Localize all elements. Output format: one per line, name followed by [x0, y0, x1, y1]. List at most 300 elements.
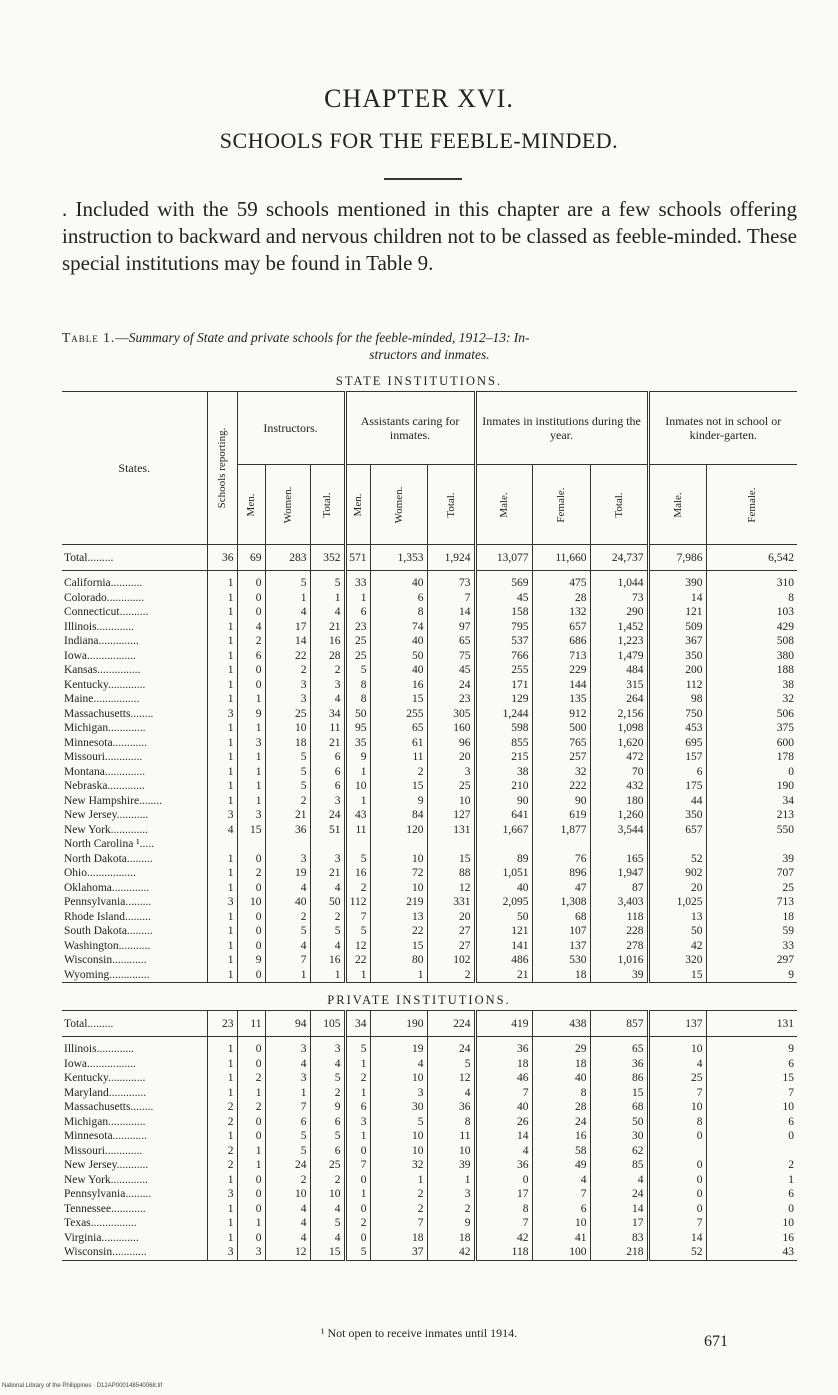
table-cell: 1: [427, 1173, 475, 1188]
table-row: [62, 1144, 797, 1159]
table-cell: 2: [265, 910, 310, 925]
table-cell: 4: [265, 939, 310, 954]
table-cell: 3: [207, 1245, 237, 1260]
table-cell: 32: [532, 765, 590, 780]
table-cell: 5: [265, 779, 310, 794]
table-cell: 18: [427, 1231, 475, 1246]
state-name-cell: Tennessee............: [64, 1202, 146, 1215]
state-name-cell: New Jersey...........: [64, 1159, 149, 1171]
table-cell: 1: [207, 881, 237, 896]
table-cell: 2: [370, 1187, 427, 1202]
table-cell: 40: [370, 663, 427, 678]
table-cell: 188: [706, 663, 797, 678]
table-cell: 4: [265, 1057, 310, 1072]
table-cell: [706, 1144, 797, 1159]
table-cell: 14: [427, 605, 475, 620]
table-row: [62, 1158, 797, 1173]
table-cell: 1,223: [590, 634, 648, 649]
table-cell: 1,260: [590, 808, 648, 823]
table-cell: 2: [370, 1202, 427, 1217]
table-cell: 23: [427, 692, 475, 707]
table-cell: 508: [706, 634, 797, 649]
table-cell: 3: [265, 692, 310, 707]
assistants-men-label: Men.: [352, 493, 365, 517]
table-row: [62, 1057, 797, 1072]
table-cell: 118: [475, 1245, 532, 1260]
table-cell: 0: [648, 1158, 706, 1173]
table-row: [62, 620, 797, 635]
table-cell: 50: [310, 895, 345, 910]
table-cell: 73: [590, 591, 648, 606]
private-table-body: [62, 1011, 797, 1261]
state-name-cell: Missouri.............: [64, 1144, 143, 1157]
table-cell: 707: [706, 866, 797, 881]
table-cell: 8: [345, 678, 370, 693]
table-cell: 2: [310, 910, 345, 925]
table-cell: 6: [265, 1115, 310, 1130]
inmates-total-label: Total.: [612, 492, 625, 518]
state-name-cell: Maine................: [64, 693, 140, 705]
table-cell: 228: [590, 924, 648, 939]
table-cell: 0: [237, 1187, 265, 1202]
table-cell: 2: [370, 765, 427, 780]
table-cell: 0: [237, 1129, 265, 1144]
schools-reporting-label: Schools reporting.: [216, 427, 228, 509]
table-cell: 8: [706, 591, 797, 606]
table-cell: 2: [237, 866, 265, 881]
table-cell: 52: [648, 852, 706, 867]
table-row: [62, 692, 797, 707]
table-cell: 1,667: [475, 823, 532, 838]
table-cell: 4: [475, 1144, 532, 1159]
state-name-cell: Iowa.................: [64, 649, 136, 662]
table-cell: 2: [207, 1115, 237, 1130]
table-cell: [648, 837, 706, 852]
table-cell: 1,244: [475, 707, 532, 722]
table-cell: 0: [237, 1173, 265, 1188]
table-cell: 1: [345, 765, 370, 780]
total-row: [62, 545, 797, 571]
table-cell: 255: [370, 707, 427, 722]
table-cell: 11: [310, 721, 345, 736]
table-cell: 4: [370, 1057, 427, 1072]
notinschool-male-label: Male.: [671, 492, 684, 518]
table-cell: 11,660: [532, 545, 590, 571]
table-row: [62, 1187, 797, 1202]
table-cell: 2: [345, 1071, 370, 1086]
table-cell: 34: [345, 1011, 370, 1037]
table-row: [62, 1245, 797, 1260]
state-name-cell: Wyoming..............: [64, 968, 150, 981]
col-group-not-in-school: Inmates not in school or kinder-garten.: [648, 392, 797, 465]
table-cell: 51: [310, 823, 345, 838]
table-cell: 18: [265, 736, 310, 751]
table-cell: 10: [370, 1071, 427, 1086]
table-cell: 215: [475, 750, 532, 765]
table-row: [62, 852, 797, 867]
table-cell: 28: [532, 1100, 590, 1115]
table-row: [62, 779, 797, 794]
table-cell: 15: [590, 1086, 648, 1101]
table-cell: 5: [310, 924, 345, 939]
table-cell: 4: [590, 1173, 648, 1188]
col-header-assistants-women: [370, 465, 427, 545]
table-cell: 1: [237, 779, 265, 794]
table-cell: 1: [237, 1158, 265, 1173]
col-group-inmates: Inmates in institutions during the year.: [475, 392, 648, 465]
table-cell: 10: [427, 794, 475, 809]
table-cell: 171: [475, 678, 532, 693]
table-cell: 1: [345, 1187, 370, 1202]
table-cell: 7: [475, 1086, 532, 1101]
table-cell: 4: [265, 1202, 310, 1217]
table-cell: 5: [345, 663, 370, 678]
chapter-title: SCHOOLS FOR THE FEEBLE-MINDED.: [219, 128, 619, 153]
state-name-cell: Kentucky.............: [64, 1072, 146, 1084]
library-stamp: National Library of the Philippines · D12AP000148540068.tif: [2, 1383, 163, 1389]
table-cell: 3: [237, 1245, 265, 1260]
table-cell: 222: [532, 779, 590, 794]
table-cell: 3: [265, 1037, 310, 1057]
table-cell: 25: [345, 634, 370, 649]
table-cell: 1: [207, 1086, 237, 1101]
table-cell: 200: [648, 663, 706, 678]
table-cell: 3: [265, 678, 310, 693]
table-cell: 3: [310, 1037, 345, 1057]
table-cell: 21: [310, 620, 345, 635]
state-name-cell: Kentucky.............: [64, 678, 146, 691]
table-cell: 18: [475, 1057, 532, 1072]
table-cell: 3: [237, 808, 265, 823]
table-cell: 6: [648, 765, 706, 780]
table-cell: 30: [370, 1100, 427, 1115]
table-cell: 25: [310, 1158, 345, 1173]
table-cell: 1,016: [590, 953, 648, 968]
table-cell: 43: [706, 1245, 797, 1260]
table-cell: 857: [590, 1011, 648, 1037]
table-cell: 2: [427, 968, 475, 983]
table-cell: 39: [590, 968, 648, 983]
table-cell: 36: [475, 1037, 532, 1057]
state-section-heading: STATE INSTITUTIONS.: [335, 374, 503, 388]
table-cell: 18: [706, 910, 797, 925]
table-cell: 15: [370, 939, 427, 954]
table-cell: 6: [310, 1115, 345, 1130]
table-cell: 2: [265, 1173, 310, 1188]
table-cell: 1: [207, 620, 237, 635]
table-cell: 1: [207, 910, 237, 925]
table-cell: 83: [590, 1231, 648, 1246]
table-cell: 0: [648, 1173, 706, 1188]
table-cell: 5: [310, 1129, 345, 1144]
table-cell: 1: [207, 721, 237, 736]
table-cell: 7: [345, 910, 370, 925]
table-cell: 0: [237, 939, 265, 954]
table-cell: 69: [237, 545, 265, 571]
table-cell: 7: [648, 1216, 706, 1231]
table-cell: 5: [265, 571, 310, 591]
table-cell: 255: [475, 663, 532, 678]
table-cell: 0: [237, 1115, 265, 1130]
table-cell: 486: [475, 953, 532, 968]
table-cell: 1: [207, 968, 237, 983]
table-cell: 19: [370, 1037, 427, 1057]
table-cell: 88: [427, 866, 475, 881]
table-cell: 103: [706, 605, 797, 620]
table-cell: 50: [345, 707, 370, 722]
table-cell: 10: [706, 1100, 797, 1115]
table-cell: 2,156: [590, 707, 648, 722]
table-cell: 0: [237, 1202, 265, 1217]
state-name-cell: Total.........: [62, 1011, 207, 1037]
table-cell: 10: [370, 1129, 427, 1144]
table-cell: 50: [475, 910, 532, 925]
table-cell: 4: [310, 605, 345, 620]
table-label: Table 1.: [62, 330, 116, 345]
table-cell: 97: [427, 620, 475, 635]
table-row: [62, 605, 797, 620]
table-cell: 14: [475, 1129, 532, 1144]
table-cell: 1,877: [532, 823, 590, 838]
table-cell: 6: [345, 605, 370, 620]
table-cell: 87: [590, 881, 648, 896]
table-row: [62, 1129, 797, 1144]
table-cell: 118: [590, 910, 648, 925]
table-row: [62, 1231, 797, 1246]
table-cell: 190: [706, 779, 797, 794]
table-cell: 1: [345, 591, 370, 606]
table-cell: 1: [207, 765, 237, 780]
table-caption: [62, 329, 797, 363]
table-cell: 7: [345, 1158, 370, 1173]
table-cell: 305: [427, 707, 475, 722]
table-cell: 7: [706, 1086, 797, 1101]
table-cell: 530: [532, 953, 590, 968]
col-header-notinschool-female: [706, 465, 797, 545]
table-cell: 21: [310, 866, 345, 881]
table-cell: 1: [207, 866, 237, 881]
table-cell: 5: [345, 1037, 370, 1057]
table-cell: 4: [265, 1231, 310, 1246]
table-cell: 432: [590, 779, 648, 794]
table-cell: 310: [706, 571, 797, 591]
table-cell: 24: [532, 1115, 590, 1130]
inmates-female-label: Female.: [555, 487, 568, 523]
table-cell: 0: [237, 605, 265, 620]
table-cell: 571: [345, 545, 370, 571]
table-cell: 18: [532, 968, 590, 983]
table-cell: 6: [532, 1202, 590, 1217]
table-cell: 19: [265, 866, 310, 881]
table-cell: 144: [532, 678, 590, 693]
table-row: [62, 881, 797, 896]
table-cell: 4: [265, 1216, 310, 1231]
table-row: [62, 721, 797, 736]
state-name-cell: Minnesota............: [64, 736, 148, 749]
table-cell: 0: [706, 765, 797, 780]
state-name-cell: California...........: [64, 577, 143, 589]
table-cell: 1: [207, 678, 237, 693]
table-cell: 1: [310, 591, 345, 606]
table-cell: 484: [590, 663, 648, 678]
table-cell: 290: [590, 605, 648, 620]
table-cell: [532, 837, 590, 852]
table-cell: 224: [427, 1011, 475, 1037]
table-cell: 26: [475, 1115, 532, 1130]
table-cell: 4: [310, 881, 345, 896]
table-cell: 40: [475, 881, 532, 896]
table-cell: 9: [237, 953, 265, 968]
table-cell: 6: [706, 1057, 797, 1072]
table-cell: 6: [310, 1144, 345, 1159]
table-cell: 6: [310, 750, 345, 765]
state-name-cell: Massachusetts........: [64, 707, 154, 720]
table-cell: 10: [370, 881, 427, 896]
table-cell: 61: [370, 736, 427, 751]
table-cell: 137: [648, 1011, 706, 1037]
table-cell: 1: [207, 1173, 237, 1188]
table-cell: 264: [590, 692, 648, 707]
table-cell: 713: [706, 895, 797, 910]
table-cell: 11: [237, 1011, 265, 1037]
table-cell: 1: [207, 1231, 237, 1246]
table-cell: 5: [345, 852, 370, 867]
table-cell: 686: [532, 634, 590, 649]
table-cell: 2: [265, 794, 310, 809]
state-name-cell: Illinois.............: [64, 1043, 134, 1055]
table-cell: 65: [370, 721, 427, 736]
table-cell: 5: [265, 924, 310, 939]
table-cell: 72: [370, 866, 427, 881]
table-cell: 1: [207, 794, 237, 809]
table-cell: 32: [370, 1158, 427, 1173]
table-cell: 6: [706, 1115, 797, 1130]
table-cell: 219: [370, 895, 427, 910]
table-cell: 657: [532, 620, 590, 635]
table-cell: 3,403: [590, 895, 648, 910]
table-cell: 50: [370, 649, 427, 664]
table-cell: 5: [345, 924, 370, 939]
table-cell: 40: [265, 895, 310, 910]
table-cell: 3: [265, 1071, 310, 1086]
table-cell: 112: [648, 678, 706, 693]
table-cell: 569: [475, 571, 532, 591]
table-cell: 32: [706, 692, 797, 707]
col-header-states: States.: [118, 461, 151, 475]
table-cell: 6,542: [706, 545, 797, 571]
table-cell: 1: [207, 1071, 237, 1086]
table-cell: 95: [345, 721, 370, 736]
table-cell: 5: [265, 1144, 310, 1159]
table-cell: 16: [310, 953, 345, 968]
table-cell: 94: [265, 1011, 310, 1037]
table-row: [62, 808, 797, 823]
table-cell: 11: [345, 823, 370, 838]
state-name-cell: Missouri.............: [64, 751, 143, 763]
table-cell: 158: [475, 605, 532, 620]
table-cell: 22: [345, 953, 370, 968]
table-cell: 36: [590, 1057, 648, 1072]
table-cell: 84: [370, 808, 427, 823]
table-row: [62, 634, 797, 649]
table-row: [62, 1037, 797, 1057]
table-cell: 1: [237, 765, 265, 780]
table-cell: 16: [370, 678, 427, 693]
table-row: [62, 707, 797, 722]
assistants-total-label: Total.: [444, 492, 457, 518]
table-cell: 283: [265, 545, 310, 571]
table-cell: 23: [207, 1011, 237, 1037]
table-cell: [237, 837, 265, 852]
table-cell: 42: [427, 1245, 475, 1260]
table-cell: [310, 837, 345, 852]
table-cell: 112: [345, 895, 370, 910]
table-cell: 37: [370, 1245, 427, 1260]
table-cell: 44: [648, 794, 706, 809]
table-cell: 3: [207, 1187, 237, 1202]
table-cell: 1: [207, 779, 237, 794]
table-cell: 7: [475, 1216, 532, 1231]
state-name-cell: Minnesota............: [64, 1130, 148, 1142]
table-cell: 3: [207, 707, 237, 722]
col-header-instructors-women: [265, 465, 310, 545]
col-header-schools-reporting: [207, 392, 237, 545]
state-name-cell: Indiana..............: [64, 635, 139, 647]
table-cell: 65: [427, 634, 475, 649]
table-cell: 475: [532, 571, 590, 591]
table-cell: [265, 837, 310, 852]
table-cell: 59: [706, 924, 797, 939]
table-cell: 15: [310, 1245, 345, 1260]
table-cell: 765: [532, 736, 590, 751]
table-cell: 25: [265, 707, 310, 722]
table-cell: 100: [532, 1245, 590, 1260]
table-cell: 2: [345, 1216, 370, 1231]
table-cell: 1,051: [475, 866, 532, 881]
inmates-male-label: Male.: [498, 492, 511, 518]
table-cell: 453: [648, 721, 706, 736]
table-cell: 7: [427, 591, 475, 606]
table-cell: 16: [532, 1129, 590, 1144]
table-cell: 6: [370, 591, 427, 606]
assistants-women-label: Women.: [392, 486, 405, 524]
table-cell: 7: [265, 1100, 310, 1115]
state-name-cell: Kansas...............: [64, 664, 141, 676]
table-cell: 902: [648, 866, 706, 881]
table-cell: 36: [475, 1158, 532, 1173]
table-cell: 3: [427, 1187, 475, 1202]
table-cell: 121: [648, 605, 706, 620]
state-name-cell: New Jersey...........: [64, 809, 149, 821]
table-cell: 15: [370, 779, 427, 794]
table-cell: 1: [207, 736, 237, 751]
table-cell: 21: [475, 968, 532, 983]
table-cell: 42: [648, 939, 706, 954]
table-cell: 2: [310, 1173, 345, 1188]
table-cell: 22: [265, 649, 310, 664]
table-cell: 350: [648, 808, 706, 823]
table-cell: 1: [207, 571, 237, 591]
table-cell: 0: [706, 1129, 797, 1144]
table-row: [62, 953, 797, 968]
table-cell: 24,737: [590, 545, 648, 571]
table-cell: 3: [370, 1086, 427, 1101]
table-cell: 0: [475, 1173, 532, 1188]
table-cell: 15: [427, 852, 475, 867]
table-cell: 0: [648, 1187, 706, 1202]
table-cell: 96: [427, 736, 475, 751]
table-cell: 257: [532, 750, 590, 765]
